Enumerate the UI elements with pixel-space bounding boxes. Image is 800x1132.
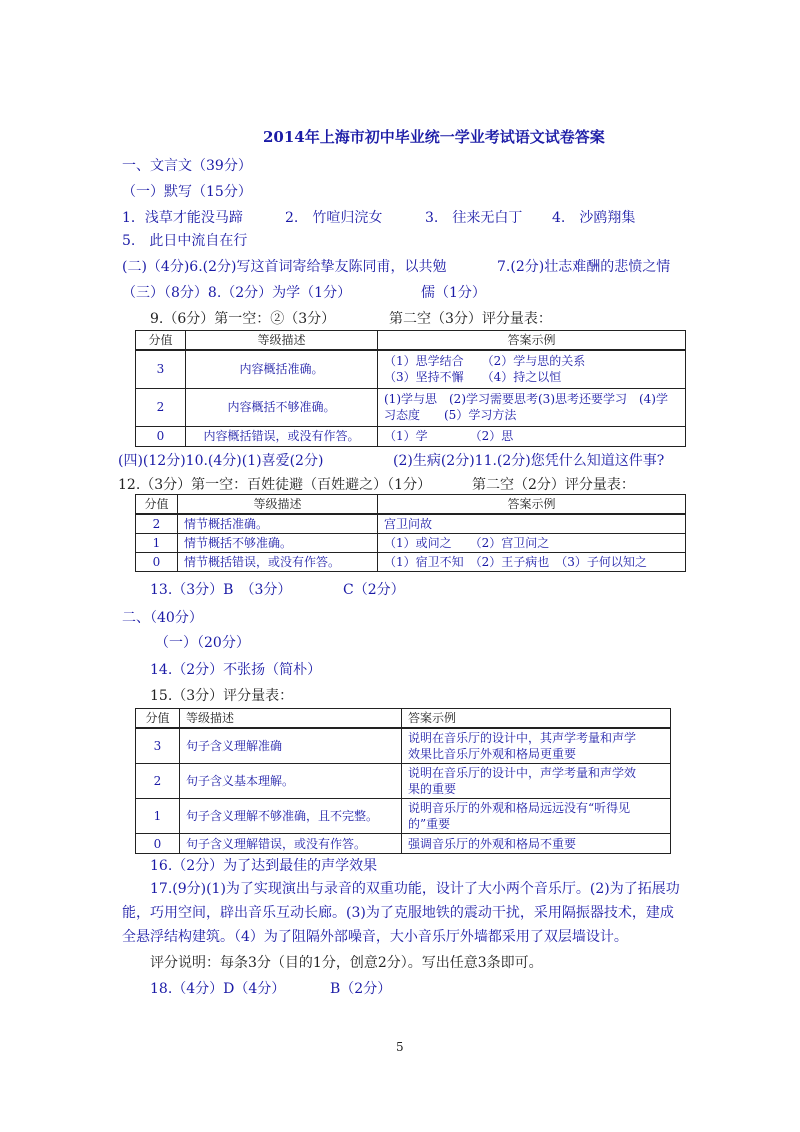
table-row	[136, 534, 686, 553]
answer-line: 儒（1分）	[421, 285, 486, 301]
scoring-note: 评分说明：每条3分（目的1分，创意2分）。写出任意3条即可。	[150, 955, 543, 971]
example-cell	[402, 799, 671, 834]
answer-line: 3. 往来无白丁	[425, 210, 523, 226]
table-row	[136, 834, 671, 854]
answer-line: 14.（2分）不张扬（简朴）	[150, 662, 322, 678]
table-row	[136, 350, 686, 388]
score-table-15	[135, 708, 671, 854]
table-header: 分值	[136, 495, 178, 515]
example-text: 说明在音乐厅的设计中，声学考量和声学效	[408, 766, 637, 780]
example-cell: （1）学 （2）思	[378, 426, 686, 446]
table-header: 分值	[136, 709, 180, 729]
table-header: 答案示例	[378, 495, 686, 515]
table-header: 答案示例	[402, 709, 671, 729]
score-cell: 0	[136, 553, 178, 572]
score-cell: 2	[136, 514, 178, 534]
example-text: (1)学与思 (2)学习需要思考(3)思考还要学习 (4)学	[384, 392, 668, 406]
example-cell	[402, 764, 671, 799]
score-cell: 2	[136, 388, 186, 426]
table-header: 分值	[136, 331, 186, 351]
answer-line: 13.（3分）B （3分）	[150, 582, 292, 598]
example-cell	[378, 388, 686, 426]
answer-line: （三）（8分）8.（2分）为学（1分）	[122, 285, 352, 301]
example-text: 说明音乐厅的外观和格局远远没有“听得见	[408, 801, 631, 815]
desc-cell: 句子含义理解错误，或没有作答。	[180, 834, 402, 854]
page-title: 2014年上海市初中毕业统一学业考试语文试卷答案	[263, 128, 605, 146]
question-line: 15.（3分）评分量表：	[150, 688, 294, 704]
answer-line: 2. 竹喧归浣女	[285, 210, 383, 226]
desc-cell: 句子含义理解准确	[180, 728, 402, 764]
score-table-12	[135, 494, 686, 572]
example-cell	[378, 350, 686, 388]
desc-cell: 内容概括错误，或没有作答。	[186, 426, 378, 446]
desc-cell: 情节概括不够准确。	[178, 534, 378, 553]
desc-cell: 句子含义基本理解。	[180, 764, 402, 799]
score-cell: 1	[136, 799, 180, 834]
answer-paragraph: 17.(9分)(1)为了实现演出与录音的双重功能，设计了大小两个音乐厅。(2)为了拓展功能，巧用空间，辟出音乐互动长廊。(3)为了克服地铁的震动干扰，采用隔振器技术，建成全悬浮结构建筑。（4）为了阻隔外部噪音，大小音乐厅外墙都采用了双层墙设计。	[122, 881, 680, 945]
example-cell	[402, 728, 671, 764]
desc-cell: 情节概括准确。	[178, 514, 378, 534]
section-heading: 二、（40分）	[122, 610, 203, 626]
table-row	[136, 728, 671, 764]
desc-cell: 内容概括准确。	[186, 350, 378, 388]
answer-line: 4. 沙鸥翔集	[552, 210, 636, 226]
table-row	[136, 426, 686, 446]
example-text: （1）思学结合 （2）学与思的关系	[384, 354, 586, 369]
example-text: 说明在音乐厅的设计中，其声学考量和声学	[408, 731, 637, 745]
answer-line: (2)生病(2分)11.(2分)您凭什么知道这件事?	[393, 453, 665, 469]
subsection-heading: （一）默写（15分）	[122, 184, 252, 200]
example-text: 的”重要	[408, 817, 451, 831]
section-heading: 一、文言文（39分）	[122, 158, 252, 174]
score-cell: 2	[136, 764, 180, 799]
example-cell: 强调音乐厅的外观和格局不重要	[402, 834, 671, 854]
score-cell: 3	[136, 728, 180, 764]
answer-line: 1．浅草才能没马蹄	[122, 210, 243, 226]
table-header: 等级描述	[178, 495, 378, 515]
question-line: 9.（6分）第一空：②（3分）	[150, 311, 336, 327]
question-line: 第二空（2分）评分量表：	[472, 477, 635, 493]
example-text: 习态度 (5）学习方法	[384, 408, 517, 422]
answer-line: (四)(12分)10.(4分)(1)喜爱(2分)	[118, 453, 324, 469]
example-cell: （1）或问之 （2）宫卫问之	[378, 534, 686, 553]
example-text: 效果比音乐厅外观和格局更重要	[408, 747, 577, 761]
desc-cell: 内容概括不够准确。	[186, 388, 378, 426]
example-text: （3）坚持不懈 （4）持之以恒	[384, 370, 562, 385]
score-table-9	[135, 330, 686, 447]
table-header: 等级描述	[180, 709, 402, 729]
score-cell: 0	[136, 834, 180, 854]
table-header: 答案示例	[378, 331, 686, 351]
question-line: 12.（3分）第一空：百姓徒避（百姓避之）（1分）	[118, 477, 432, 493]
score-cell: 1	[136, 534, 178, 553]
answer-line: (二)（4分)6.(2分)写这首词寄给挚友陈同甫，以共勉	[122, 259, 447, 275]
table-row	[136, 553, 686, 572]
table-row	[136, 764, 671, 799]
answer-line: 18.（4分）D（4分）	[150, 981, 286, 997]
question-line: 第二空（3分）评分量表：	[389, 311, 552, 327]
answer-line: C（2分）	[343, 582, 405, 598]
desc-cell: 句子含义理解不够准确，且不完整。	[180, 799, 402, 834]
page-number: 5	[396, 1040, 404, 1054]
desc-cell: 情节概括错误，或没有作答。	[178, 553, 378, 572]
table-header: 等级描述	[186, 331, 378, 351]
example-cell: 宫卫问故	[378, 514, 686, 534]
answer-line: 5. 此日中流自在行	[122, 233, 248, 249]
example-text: 果的重要	[408, 782, 457, 796]
table-row	[136, 388, 686, 426]
table-row	[136, 799, 671, 834]
score-cell: 0	[136, 426, 186, 446]
subsection-heading: （一）（20分）	[155, 635, 250, 651]
answer-line: 16.（2分）为了达到最佳的声学效果	[150, 858, 378, 874]
table-row	[136, 514, 686, 534]
answer-line: 7.(2分)壮志难酬的悲愤之情	[497, 259, 671, 275]
example-cell: （1）宿卫不知 （2）王子病也 （3）子何以知之	[378, 553, 686, 572]
score-cell: 3	[136, 350, 186, 388]
answer-line: B（2分）	[330, 981, 392, 997]
